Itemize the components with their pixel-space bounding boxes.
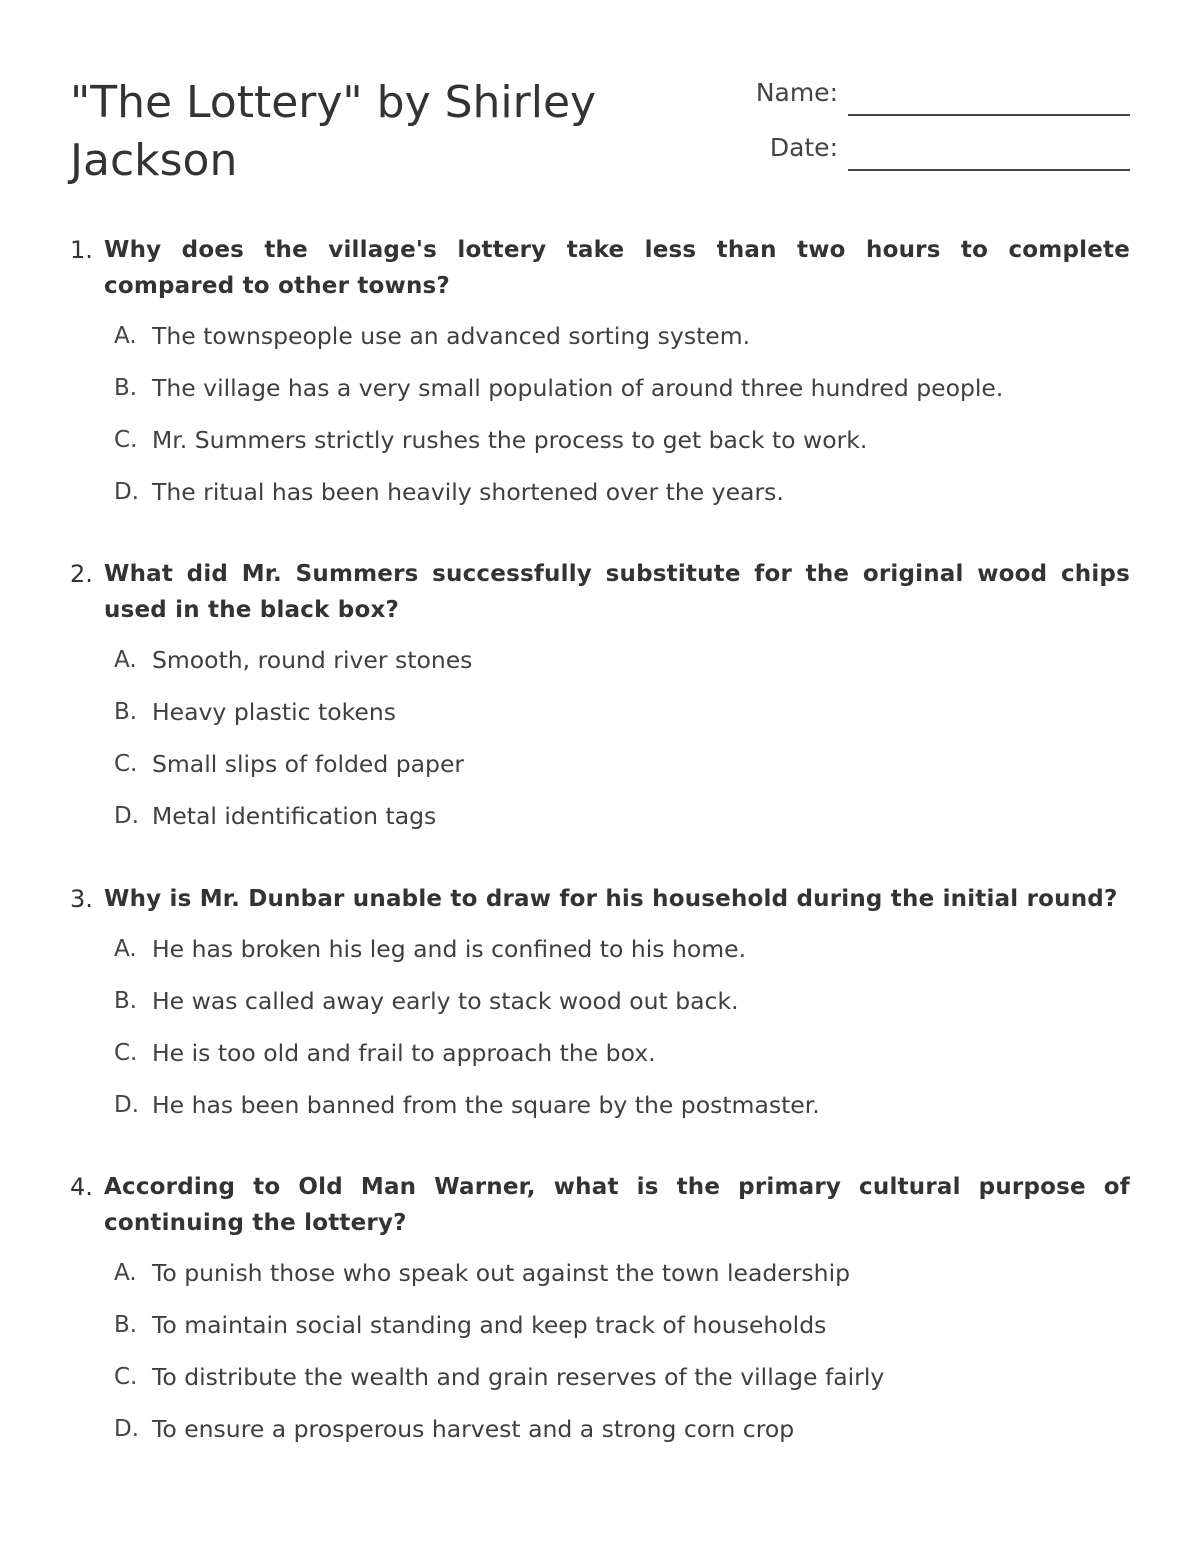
date-input-line[interactable] [848, 169, 1130, 171]
question-3 [70, 881, 1130, 1139]
option-letter: C. [114, 427, 138, 453]
option-letter: B. [114, 699, 138, 725]
name-input-line[interactable] [848, 114, 1130, 116]
question-1 [70, 232, 1130, 526]
page-title: "The Lottery" by Shirley Jackson [70, 77, 597, 186]
answer-options [70, 1255, 1130, 1463]
option-text: He was called away early to stack wood out back. [152, 987, 739, 1015]
name-field [700, 76, 1130, 116]
question-text: What did Mr. Summers successfully substitute for the original wood chips used in the black box? [104, 561, 1130, 623]
option-text: Small slips of folded paper [152, 750, 465, 778]
answer-option[interactable] [70, 370, 1130, 422]
option-text: Mr. Summers strictly rushes the process to get back to work. [152, 426, 868, 454]
option-letter: C. [114, 1040, 138, 1066]
option-text: To punish those who speak out against the town leadership [152, 1259, 851, 1287]
answer-option[interactable] [70, 1411, 1130, 1463]
answer-option[interactable] [70, 474, 1130, 526]
option-letter: D. [114, 479, 140, 505]
answer-option[interactable] [70, 694, 1130, 746]
question-number: 4. [70, 1173, 93, 1201]
question-2 [70, 556, 1130, 850]
option-letter: B. [114, 1312, 138, 1338]
option-letter: C. [114, 751, 138, 777]
question-number: 2. [70, 560, 93, 588]
option-text: Heavy plastic tokens [152, 698, 396, 726]
question-number: 3. [70, 885, 93, 913]
question-text: Why does the village's lottery take less than two hours to complete compared to other towns? [104, 237, 1130, 299]
option-letter: A. [114, 647, 137, 673]
answer-options [70, 931, 1130, 1139]
option-text: He has broken his leg and is confined to his home. [152, 935, 747, 963]
date-field [700, 131, 1130, 171]
option-text: The townspeople use an advanced sorting system. [152, 322, 751, 350]
answer-option[interactable] [70, 931, 1130, 983]
answer-option[interactable] [70, 318, 1130, 370]
option-text: To ensure a prosperous harvest and a strong corn crop [152, 1415, 795, 1443]
option-text: The ritual has been heavily shortened over the years. [152, 478, 784, 506]
option-letter: A. [114, 1260, 137, 1286]
answer-options [70, 642, 1130, 850]
option-letter: A. [114, 936, 137, 962]
option-text: Smooth, round river stones [152, 646, 473, 674]
answer-option[interactable] [70, 1307, 1130, 1359]
option-text: He is too old and frail to approach the box. [152, 1039, 656, 1067]
option-letter: D. [114, 1092, 140, 1118]
option-text: He has been banned from the square by the postmaster. [152, 1091, 820, 1119]
answer-option[interactable] [70, 1255, 1130, 1307]
question-number: 1. [70, 236, 93, 264]
option-text: Metal identification tags [152, 802, 437, 830]
answer-option[interactable] [70, 1087, 1130, 1139]
option-letter: C. [114, 1364, 138, 1390]
option-text: To maintain social standing and keep track of households [152, 1311, 827, 1339]
answer-option[interactable] [70, 1359, 1130, 1411]
date-label: Date: [769, 133, 838, 162]
option-letter: A. [114, 323, 137, 349]
answer-option[interactable] [70, 642, 1130, 694]
option-letter: B. [114, 988, 138, 1014]
answer-options [70, 318, 1130, 526]
question-text: Why is Mr. Dunbar unable to draw for his household during the initial round? [104, 886, 1118, 912]
question-4 [70, 1169, 1130, 1463]
option-text: The village has a very small population of around three hundred people. [152, 374, 1004, 402]
option-letter: B. [114, 375, 138, 401]
option-letter: D. [114, 803, 140, 829]
option-text: To distribute the wealth and grain reserves of the village fairly [152, 1363, 885, 1391]
option-letter: D. [114, 1416, 140, 1442]
answer-option[interactable] [70, 983, 1130, 1035]
answer-option[interactable] [70, 746, 1130, 798]
question-text: According to Old Man Warner, what is the primary cultural purpose of continuing the lottery? [104, 1174, 1130, 1236]
answer-option[interactable] [70, 422, 1130, 474]
name-label: Name: [755, 78, 838, 107]
answer-option[interactable] [70, 798, 1130, 850]
answer-option[interactable] [70, 1035, 1130, 1087]
